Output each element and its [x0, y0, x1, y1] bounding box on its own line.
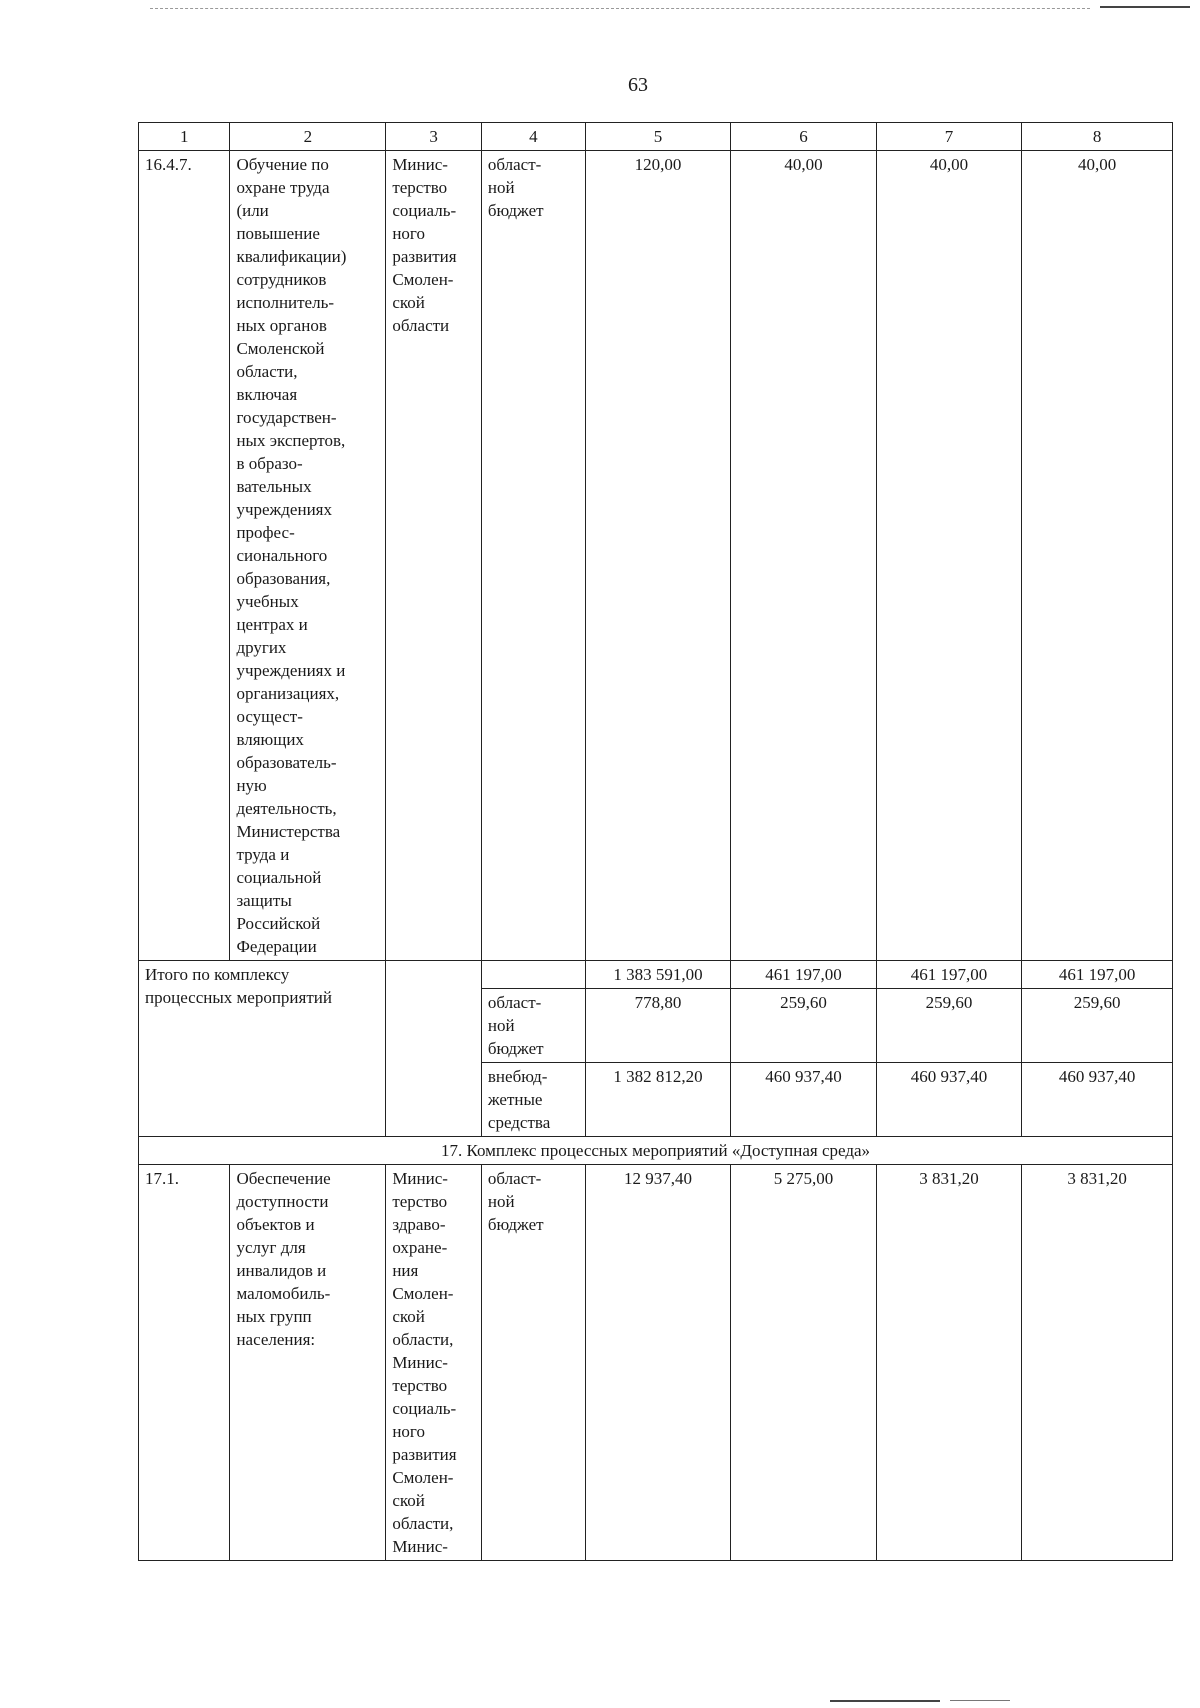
extra-value-year-2: 460 937,40 [876, 1063, 1021, 1137]
text-line: труда и [236, 845, 290, 864]
text-line: област- [487, 155, 542, 174]
section-17-title: 17. Комплекс процессных мероприятий «Доступная среда» [139, 1137, 1173, 1165]
text-line: сионального [236, 546, 328, 565]
top-scan-mark [1100, 6, 1190, 8]
text-line: ной [487, 178, 515, 197]
text-line: ской [392, 1307, 425, 1326]
text-line: Российской [236, 914, 321, 933]
funding-source-lines [488, 153, 579, 222]
text-line: охране труда [236, 178, 330, 197]
text-line: услуг для [236, 1238, 306, 1257]
text-line: ния [392, 1261, 419, 1280]
text-line: других [236, 638, 287, 657]
activity-name-lines [236, 1167, 379, 1351]
text-line: сотрудников [236, 270, 327, 289]
value-year-3: 40,00 [1022, 151, 1173, 961]
value-year-3: 3 831,20 [1022, 1165, 1173, 1561]
header-cell: 1 [139, 123, 230, 151]
value-total: 120,00 [585, 151, 730, 961]
text-line: осущест- [236, 707, 303, 726]
text-line: развития [392, 1445, 457, 1464]
executor [386, 1165, 482, 1561]
text-line: населения: [236, 1330, 316, 1349]
text-line: средства [487, 1113, 551, 1132]
header-cell: 7 [876, 123, 1021, 151]
text-line: учреждениях и [236, 661, 346, 680]
total-extra-source-lines [488, 1065, 579, 1134]
text-line: учреждениях [236, 500, 332, 519]
text-line: учебных [236, 592, 299, 611]
regional-value-year-2: 259,60 [876, 989, 1021, 1063]
activity-name [230, 151, 386, 961]
executor [386, 151, 482, 961]
text-line: ных экспертов, [236, 431, 346, 450]
text-line: образования, [236, 569, 331, 588]
text-line: вляющих [236, 730, 304, 749]
text-line: област- [487, 1169, 542, 1188]
text-line: здраво- [392, 1215, 446, 1234]
total-label: Итого по комплексу процессных мероприятий [139, 961, 386, 1137]
text-line: защиты [236, 891, 292, 910]
text-line: квалификации) [236, 247, 347, 266]
header-cell: 6 [731, 123, 876, 151]
bottom-scan-mark [830, 1700, 940, 1702]
text-line: центрах и [236, 615, 308, 634]
header-cell: 4 [481, 123, 585, 151]
text-line: включая [236, 385, 298, 404]
executor-lines [392, 153, 475, 337]
text-line: ской [392, 1491, 425, 1510]
activity-name [230, 1165, 386, 1561]
text-line: ской [392, 293, 425, 312]
text-line: терство [392, 178, 448, 197]
funding-source [481, 151, 585, 961]
header-cell: 3 [386, 123, 482, 151]
total-extra-source [481, 1063, 585, 1137]
funding-source [481, 1165, 585, 1561]
total-source-empty [481, 961, 585, 989]
regional-value-year-3: 259,60 [1022, 989, 1173, 1063]
text-line: маломобиль- [236, 1284, 331, 1303]
page-number: 63 [628, 74, 648, 96]
text-line: област- [487, 993, 542, 1012]
text-line: Обучение по [236, 155, 329, 174]
text-line: Федерации [236, 937, 317, 956]
regional-value-total: 778,80 [585, 989, 730, 1063]
budget-table [138, 122, 1173, 1561]
text-line: Минис- [392, 155, 448, 174]
value-year-1: 5 275,00 [731, 1165, 876, 1561]
value-total: 12 937,40 [585, 1165, 730, 1561]
text-line: вательных [236, 477, 312, 496]
text-line: области [392, 316, 450, 335]
text-line: профес- [236, 523, 295, 542]
text-line: организациях, [236, 684, 340, 703]
text-line: ного [392, 224, 425, 243]
text-line: Смоленской [236, 339, 325, 358]
row-number: 16.4.7. [139, 151, 230, 961]
text-line: Минис- [392, 1537, 448, 1556]
total-regional-source [481, 989, 585, 1063]
text-line: области, [392, 1514, 454, 1533]
text-line: повышение [236, 224, 320, 243]
total-value-year-1: 461 197,00 [731, 961, 876, 989]
funding-source-lines [488, 1167, 579, 1236]
text-line: деятельность, [236, 799, 337, 818]
header-row [139, 123, 1173, 151]
extra-value-year-1: 460 937,40 [731, 1063, 876, 1137]
text-line: развития [392, 247, 457, 266]
text-line: бюджет [487, 201, 544, 220]
text-line: ной [487, 1016, 515, 1035]
text-line: бюджет [487, 1215, 544, 1234]
text-line: бюджет [487, 1039, 544, 1058]
text-line: внебюд- [487, 1067, 548, 1086]
text-line: Министерства [236, 822, 341, 841]
table-row-17-1 [139, 1165, 1173, 1561]
total-value-total: 1 383 591,00 [585, 961, 730, 989]
total-value-year-3: 461 197,00 [1022, 961, 1173, 989]
text-line: доступности [236, 1192, 329, 1211]
activity-name-lines [236, 153, 379, 958]
text-line: ных групп [236, 1307, 312, 1326]
text-line: социаль- [392, 1399, 457, 1418]
text-line: ной [487, 1192, 515, 1211]
text-line: Смолен- [392, 1284, 454, 1303]
section-title-row [139, 1137, 1173, 1165]
header-cell: 2 [230, 123, 386, 151]
text-line: Минис- [392, 1353, 448, 1372]
header-cell: 5 [585, 123, 730, 151]
text-line: объектов и [236, 1215, 315, 1234]
text-line: терство [392, 1376, 448, 1395]
text-line: (или [236, 201, 269, 220]
header-cell: 8 [1022, 123, 1173, 151]
total-value-year-2: 461 197,00 [876, 961, 1021, 989]
value-year-2: 40,00 [876, 151, 1021, 961]
text-line: области, [392, 1330, 454, 1349]
extra-value-year-3: 460 937,40 [1022, 1063, 1173, 1137]
text-line: ную [236, 776, 267, 795]
text-line: Минис- [392, 1169, 448, 1188]
text-line: ных органов [236, 316, 327, 335]
extra-value-total: 1 382 812,20 [585, 1063, 730, 1137]
text-line: Смолен- [392, 1468, 454, 1487]
bottom-scan-mark-2 [950, 1700, 1010, 1701]
total-regional-source-lines [488, 991, 579, 1060]
total-row-all [139, 961, 1173, 989]
row-number: 17.1. [139, 1165, 230, 1561]
text-line: государствен- [236, 408, 337, 427]
text-line: терство [392, 1192, 448, 1211]
text-line: исполнитель- [236, 293, 335, 312]
text-line: охране- [392, 1238, 448, 1257]
regional-value-year-1: 259,60 [731, 989, 876, 1063]
text-line: Смолен- [392, 270, 454, 289]
text-line: ного [392, 1422, 425, 1441]
text-line: инвалидов и [236, 1261, 327, 1280]
executor-lines [392, 1167, 475, 1558]
value-year-2: 3 831,20 [876, 1165, 1021, 1561]
text-line: в образо- [236, 454, 303, 473]
top-scan-rule [150, 8, 1090, 9]
value-year-1: 40,00 [731, 151, 876, 961]
text-line: жетные [487, 1090, 543, 1109]
text-line: области, [236, 362, 298, 381]
text-line: Обеспечение [236, 1169, 331, 1188]
total-executor-empty [386, 961, 482, 1137]
text-line: образователь- [236, 753, 337, 772]
text-line: социальной [236, 868, 322, 887]
text-line: социаль- [392, 201, 457, 220]
table-row-16-4-7 [139, 151, 1173, 961]
